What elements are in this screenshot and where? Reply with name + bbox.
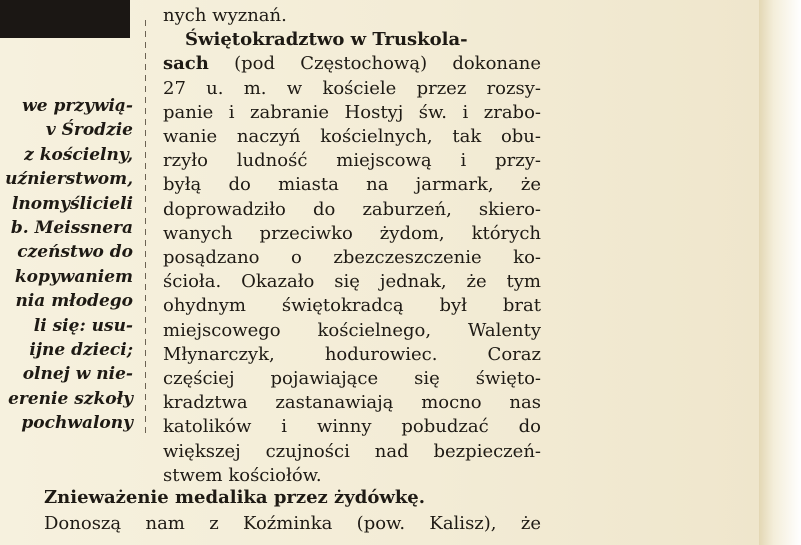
article-line: doprowadziło do zaburzeń, skiero- xyxy=(163,198,541,220)
next-article-line: Donoszą nam z Koźminka (pow. Kalisz), że xyxy=(44,513,541,534)
article-line: posądzano o zbezczeszczenie ko- xyxy=(163,247,541,269)
left-column-text xyxy=(0,94,133,436)
article-heading-rest: (pod Częstochową) dokonane xyxy=(208,53,541,75)
article-line: ścioła. Okazało się jednak, że tym xyxy=(163,271,541,293)
article-column xyxy=(163,4,541,488)
article-line: byłą do miasta na jarmark, że xyxy=(163,174,541,196)
left-line: czeństwo do xyxy=(17,242,133,263)
article-line: wanie naczyń kościelnych, tak obu- xyxy=(163,126,541,148)
left-line: b. Meissnera xyxy=(10,218,133,239)
next-article xyxy=(44,485,541,537)
article-line: miejscowego kościelnego, Walenty xyxy=(163,319,541,341)
article-line: stwem kościołów. xyxy=(163,464,322,486)
article-line: rzyło ludność miejscową i przy- xyxy=(163,150,541,172)
article-line: kradztwa zastanawiają mocno nas xyxy=(163,392,541,414)
column-divider xyxy=(145,20,146,435)
left-line: li się: usu- xyxy=(33,315,133,336)
article-line: większej czujności nad bezpieczeń- xyxy=(163,440,541,462)
article-line: Młynarczyk, hodurowiec. Coraz xyxy=(163,343,541,365)
article-line: panie i zabranie Hostyj św. i zrabo- xyxy=(163,101,541,123)
black-image-block xyxy=(0,0,130,38)
article-heading: Świętokradztwo w Truskola- xyxy=(185,29,468,51)
article-heading-end: sach xyxy=(163,53,209,75)
left-line: nia młodego xyxy=(15,291,133,312)
article-line: ohydnym świętokradcą był brat xyxy=(163,295,541,317)
page-edge-shadow xyxy=(759,0,801,545)
left-line: olnej w nie- xyxy=(22,364,133,385)
next-article-heading: Znieważenie medalika przez żydówkę. xyxy=(44,487,426,508)
left-line: we przywią- xyxy=(22,96,133,116)
left-line: ijne dzieci; xyxy=(29,340,133,361)
left-line: erenie szkoły xyxy=(8,388,133,409)
article-line: wanych przeciwko żydom, których xyxy=(163,222,541,244)
left-line: lnomyślicieli xyxy=(11,193,133,214)
left-line: kopywaniem xyxy=(14,266,133,287)
article-line xyxy=(163,52,541,76)
left-line: v Środzie xyxy=(45,120,133,141)
article-line: częściej pojawiające się święto- xyxy=(163,368,541,390)
article-fragment: nych wyznań. xyxy=(163,5,287,26)
left-line: z kościelny, xyxy=(24,144,133,165)
article-line: 27 u. m. w kościele przez rozsy- xyxy=(163,77,541,99)
left-line: pochwalony xyxy=(21,413,133,434)
article-line: katolików i winny pobudzać do xyxy=(163,416,541,438)
left-line: uźnierstwom, xyxy=(5,169,133,190)
